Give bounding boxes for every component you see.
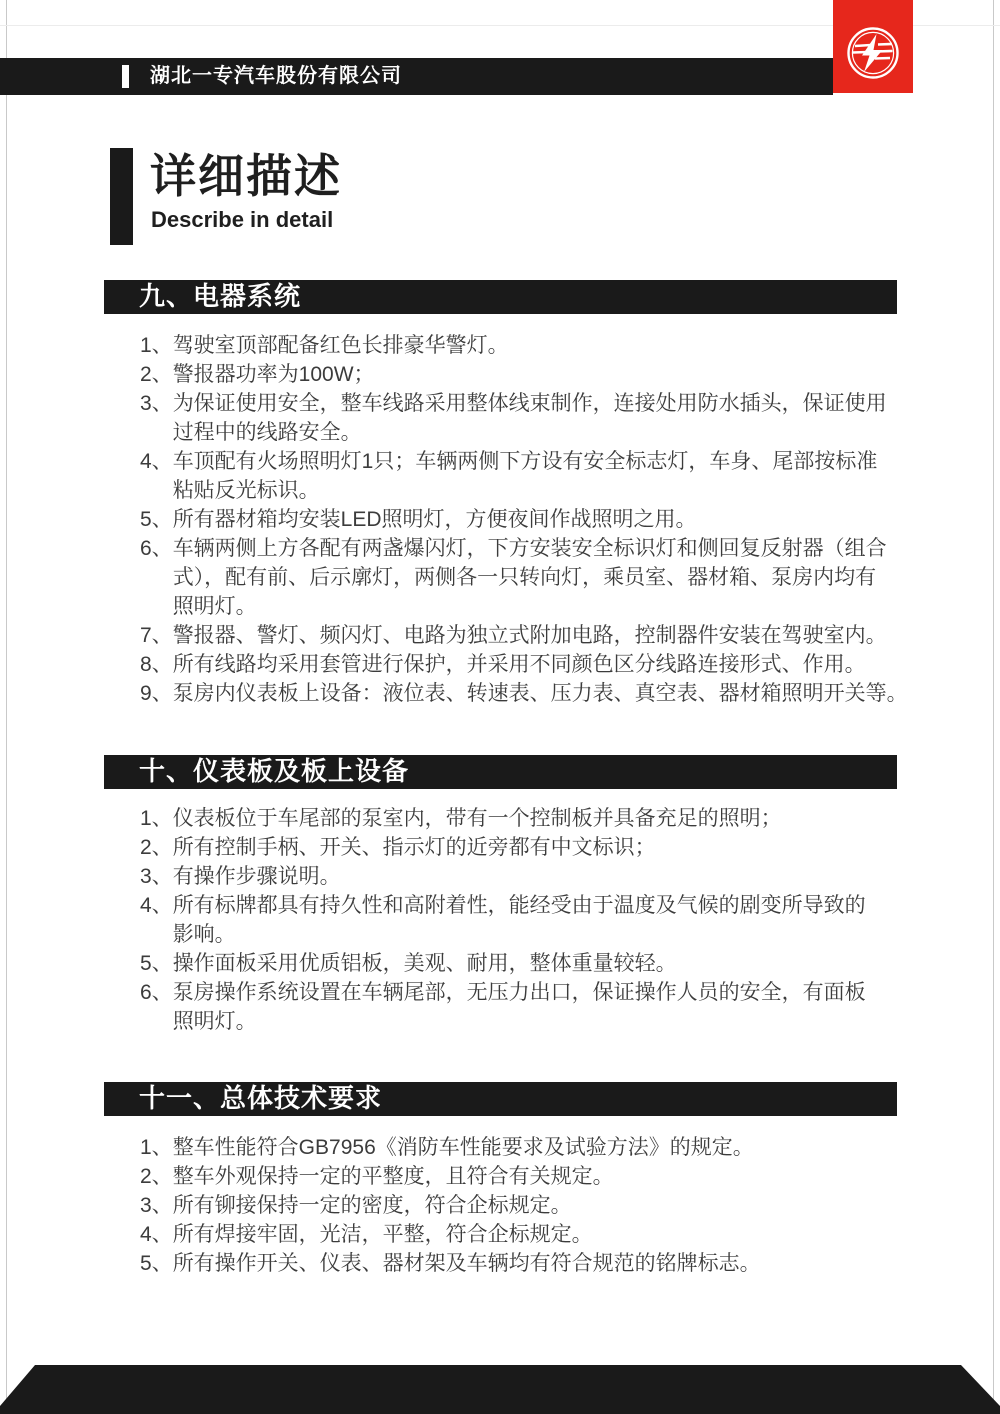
list-item xyxy=(140,389,930,447)
item-text-line: 车辆两侧上方各配有两盏爆闪灯，下方安装安全标识灯和侧回复反射器（组合 xyxy=(172,537,887,560)
electrical-system-list xyxy=(140,331,930,708)
item-number: 6、 xyxy=(140,981,173,1004)
item-text-line: 操作面板采用优质铝板，美观、耐用，整体重量较轻。 xyxy=(172,952,677,975)
section-header-overall-requirements: 十一、总体技术要求 xyxy=(104,1082,897,1116)
item-number: 1、 xyxy=(140,807,173,830)
item-number: 5、 xyxy=(140,952,173,975)
item-text-line: 警报器、警灯、频闪灯、电路为独立式附加电路，控制器件安装在驾驶室内。 xyxy=(172,624,887,647)
item-text-line: 过程中的线路安全。 xyxy=(172,421,362,444)
list-item xyxy=(140,804,930,833)
list-item xyxy=(140,862,930,891)
page-subtitle: Describe in detail xyxy=(151,207,334,232)
item-number: 8、 xyxy=(140,653,173,676)
instrument-panel-list xyxy=(140,804,930,1036)
item-number: 2、 xyxy=(140,836,173,859)
list-item xyxy=(140,1162,930,1191)
item-number: 1、 xyxy=(140,1136,173,1159)
header-tick-mark xyxy=(122,65,129,88)
list-item xyxy=(140,534,930,621)
item-text-line: 仪表板位于车尾部的泵室内，带有一个控制板并具备充足的照明； xyxy=(172,807,782,830)
list-item xyxy=(140,1220,930,1249)
item-number: 4、 xyxy=(140,450,173,473)
section-header-electrical-system: 九、电器系统 xyxy=(104,280,897,314)
list-item xyxy=(140,891,930,949)
list-item xyxy=(140,1191,930,1220)
list-item xyxy=(140,447,930,505)
item-number: 5、 xyxy=(140,508,173,531)
item-number: 7、 xyxy=(140,624,173,647)
item-number: 6、 xyxy=(140,537,173,560)
item-text-line: 有操作步骤说明。 xyxy=(172,865,341,888)
item-text-line: 照明灯。 xyxy=(172,1010,257,1033)
item-text-line: 影响。 xyxy=(172,923,236,946)
item-text-line: 照明灯。 xyxy=(172,595,257,618)
header-bar xyxy=(0,58,833,95)
item-number: 9、 xyxy=(140,682,173,705)
item-number: 5、 xyxy=(140,1252,173,1275)
item-number: 3、 xyxy=(140,865,173,888)
page-title: 详细描述 xyxy=(150,150,342,202)
list-item xyxy=(140,505,930,534)
company-name: 湖北一专汽车股份有限公司 xyxy=(150,65,402,87)
list-item xyxy=(140,949,930,978)
item-text-line: 所有线路均采用套管进行保护，并采用不同颜色区分线路连接形式、作用。 xyxy=(172,653,866,676)
list-item xyxy=(140,1133,930,1162)
list-item xyxy=(140,621,930,650)
item-text-line: 所有标牌都具有持久性和高附着性，能经受由于温度及气候的剧变所导致的 xyxy=(172,894,866,917)
overall-requirements-list xyxy=(140,1133,930,1278)
page-edge-left xyxy=(6,0,7,1414)
item-number: 1、 xyxy=(140,334,173,357)
yizhuan-logo-icon xyxy=(845,25,901,93)
item-number: 3、 xyxy=(140,392,173,415)
item-text-line: 所有控制手柄、开关、指示灯的近旁都有中文标识； xyxy=(172,836,656,859)
page-edge-right xyxy=(993,0,994,1414)
item-number: 3、 xyxy=(140,1194,173,1217)
list-item xyxy=(140,833,930,862)
item-text-line: 所有铆接保持一定的密度，符合企标规定。 xyxy=(172,1194,572,1217)
list-item xyxy=(140,650,930,679)
list-item xyxy=(140,978,930,1036)
list-item xyxy=(140,360,930,389)
footer-band xyxy=(0,1365,1000,1414)
item-text-line: 泵房操作系统设置在车辆尾部，无压力出口，保证操作人员的安全，有面板 xyxy=(172,981,866,1004)
item-text-line: 式），配有前、后示廓灯，两侧各一只转向灯，乘员室、器材箱、泵房内均有 xyxy=(172,566,877,589)
item-text-line: 泵房内仪表板上设备：液位表、转速表、压力表、真空表、器材箱照明开关等。 xyxy=(172,682,908,705)
item-text-line: 粘贴反光标识。 xyxy=(172,479,320,502)
item-number: 4、 xyxy=(140,894,173,917)
list-item xyxy=(140,1249,930,1278)
item-text-line: 整车性能符合GB7956《消防车性能要求及试验方法》的规定。 xyxy=(172,1136,754,1159)
list-item xyxy=(140,331,930,360)
item-text-line: 所有器材箱均安装LED照明灯，方便夜间作战照明之用。 xyxy=(172,508,697,531)
item-text-line: 车顶配有火场照明灯1只；车辆两侧下方设有安全标志灯，车身、尾部按标准 xyxy=(172,450,878,473)
item-number: 2、 xyxy=(140,1165,173,1188)
item-text-line: 整车外观保持一定的平整度，且符合有关规定。 xyxy=(172,1165,614,1188)
item-text-line: 警报器功率为100W； xyxy=(172,363,375,386)
item-text-line: 所有焊接牢固，光洁，平整，符合企标规定。 xyxy=(172,1223,593,1246)
item-text-line: 所有操作开关、仪表、器材架及车辆均有符合规范的铭牌标志。 xyxy=(172,1252,761,1275)
item-number: 4、 xyxy=(140,1223,173,1246)
item-number: 2、 xyxy=(140,363,173,386)
item-text-line: 为保证使用安全，整车线路采用整体线束制作，连接处用防水插头，保证使用 xyxy=(172,392,887,415)
item-text-line: 驾驶室顶部配备红色长排豪华警灯。 xyxy=(172,334,509,357)
title-accent-bar xyxy=(110,148,133,245)
section-header-instrument-panel: 十、仪表板及板上设备 xyxy=(104,755,897,789)
company-logo-block xyxy=(833,0,913,93)
list-item xyxy=(140,679,930,708)
